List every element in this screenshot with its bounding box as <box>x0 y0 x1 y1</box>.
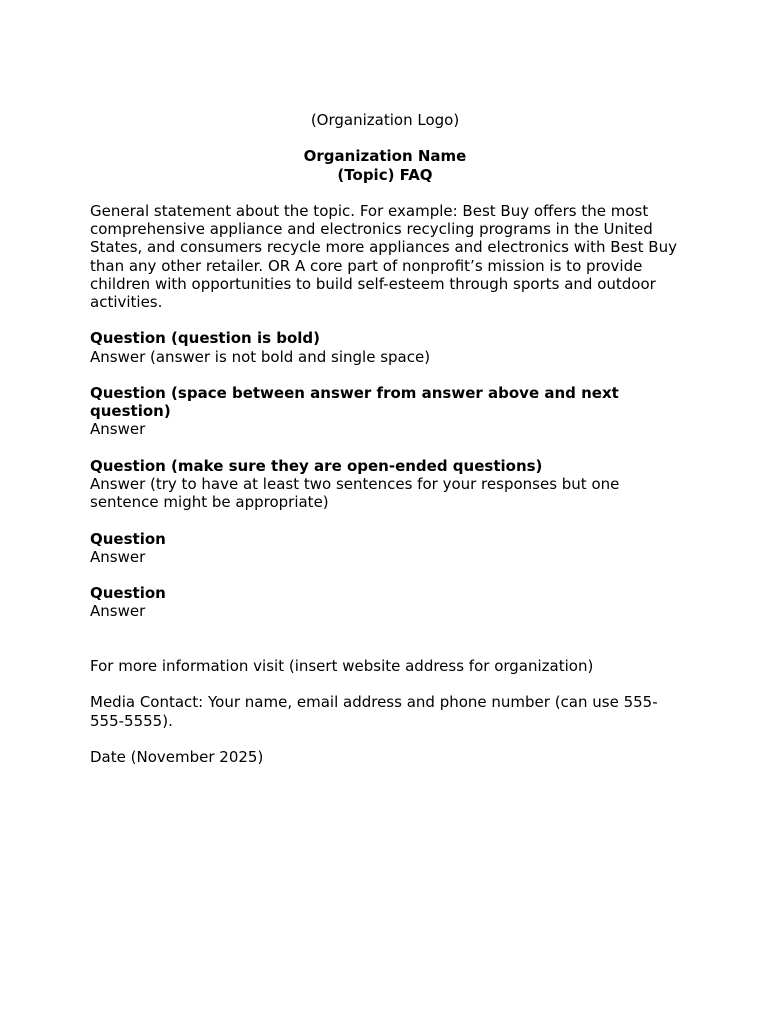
faq-item <box>90 329 680 365</box>
faq-answer: Answer <box>90 602 146 621</box>
faq-title: (Topic) FAQ <box>337 165 433 184</box>
spacer <box>90 511 680 529</box>
faq-item <box>90 384 680 439</box>
date-line: Date (November 2025) <box>90 747 264 766</box>
spacer <box>90 675 680 693</box>
spacer <box>90 439 680 457</box>
organization-name: Organization Name <box>303 147 467 166</box>
faq-answer: Answer (answer is not bold and single space) <box>90 347 431 366</box>
faq-item <box>90 457 680 512</box>
faq-question: Question (make sure they are open-ended questions) <box>90 456 543 475</box>
spacer <box>90 621 680 657</box>
faq-item <box>90 530 680 566</box>
spacer <box>90 184 680 202</box>
more-info-line: For more information visit (insert website address for organization) <box>90 656 594 675</box>
organization-logo-placeholder: (Organization Logo) <box>310 111 460 129</box>
faq-question: Question <box>90 584 166 603</box>
faq-answer: Answer <box>90 420 146 439</box>
faq-answer: Answer (try to have at least two sentences for your responses but one sentence might be appropriate) <box>90 474 620 512</box>
spacer <box>90 366 680 384</box>
spacer <box>90 566 680 584</box>
faq-question: Question <box>90 529 166 548</box>
faq-item <box>90 584 680 620</box>
spacer <box>90 129 680 147</box>
faq-question: Question (space between answer from answer above and next question) <box>90 383 619 421</box>
intro-statement: General statement about the topic. For example: Best Buy offers the most comprehensive appliance and electronics recycling programs in the United States, and consumers recycle more appliances and electronics with Best Buy than any other retailer. OR A core part of nonprofit’s mission is to provide children with opportunities to build self-esteem through sports and outdoor activities. <box>90 201 677 311</box>
media-contact-line: Media Contact: Your name, email address and phone number (can use 555-555-5555). <box>90 693 658 730</box>
faq-question: Question (question is bold) <box>90 329 321 348</box>
spacer <box>90 730 680 748</box>
document-page <box>90 111 680 766</box>
faq-answer: Answer <box>90 547 146 566</box>
spacer <box>90 311 680 329</box>
